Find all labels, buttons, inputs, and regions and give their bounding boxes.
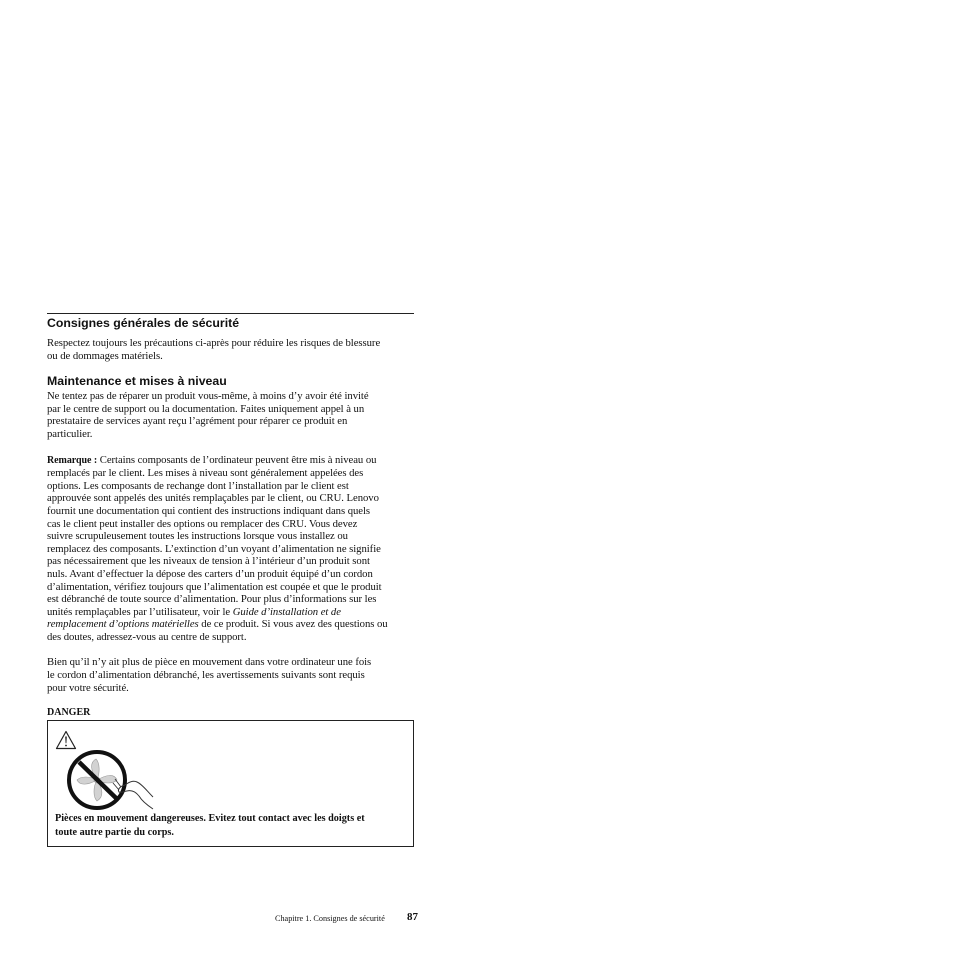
text-line: approuvée sont appelés des unités remplaçables par le client, ou CRU. Lenovo	[47, 492, 379, 505]
remark-paragraph	[47, 454, 414, 644]
text-line: Pièces en mouvement dangereuses. Evitez tout contact avec les doigts et	[55, 813, 365, 825]
text-line	[47, 618, 414, 631]
text-line: nuls. Avant d’effectuer la dépose des carters d’un produit équipé d’un cordon	[47, 567, 373, 580]
text-line: pas nécessairement que les niveaux de tension à l’intérieur d’un produit sont	[47, 555, 370, 568]
text-line: Bien qu’il n’y ait plus de pièce en mouvement dans votre ordinateur une fois	[47, 656, 372, 669]
moving-parts-paragraph	[47, 656, 414, 694]
section-heading-maintenance: Maintenance et mises à niveau	[47, 374, 227, 389]
text-line: prestataire de services ayant reçu l’agrément pour réparer ce produit en	[47, 415, 348, 428]
text-line: le cordon d’alimentation débranché, les avertissements suivants sont requis	[47, 669, 365, 682]
text-line: pour votre sécurité.	[47, 681, 129, 694]
general-safety-paragraph	[47, 337, 414, 362]
guide-title-italic: Guide d’installation et de	[232, 605, 341, 618]
text-fragment: unités remplaçables par l’utilisateur, voir le	[47, 605, 233, 618]
text-fragment: de ce produit. Si vous avez des questions ou	[198, 618, 388, 631]
remark-label: Remarque :	[47, 454, 98, 466]
text-line: est débranché de toute source d’alimentation. Pour plus d’informations sur les	[47, 593, 377, 606]
text-line: suivre scrupuleusement toutes les instructions lorsque vous installez ou	[47, 530, 348, 543]
text-line	[47, 454, 414, 468]
document-body	[47, 313, 414, 847]
text-line: options. Les composants de rechange dont l’installation par le client est	[47, 479, 349, 492]
text-line: ou de dommages matériels.	[47, 349, 163, 362]
guide-title-italic: remplacement d’options matérielles	[47, 618, 199, 631]
remark-text: Certains composants de l’ordinateur peuvent être mis à niveau ou	[97, 453, 377, 466]
text-line: toute autre partie du corps.	[55, 826, 174, 838]
section-divider	[47, 313, 414, 314]
text-line: Respectez toujours les précautions ci-après pour réduire les risques de blessure	[47, 337, 381, 349]
danger-notice-box	[47, 720, 414, 847]
text-line: remplacez des composants. L’extinction d’un voyant d’alimentation ne signifie	[47, 542, 381, 555]
text-line: remplacés par le client. Les mises à niveau sont généralement appelées des	[47, 467, 364, 480]
text-line: d’alimentation, vérifiez toujours que l’alimentation est coupée et que le produit	[47, 580, 382, 593]
text-line	[47, 606, 414, 619]
section-heading-general-safety: Consignes générales de sécurité	[47, 316, 240, 330]
text-line: fournit une documentation qui contient des instructions indiquant dans quels	[47, 504, 371, 517]
maintenance-paragraph	[47, 390, 414, 440]
text-line: des doutes, adressez-vous au centre de support.	[47, 630, 247, 643]
text-line: Ne tentez pas de réparer un produit vous-même, à moins d’y avoir été invité	[47, 390, 369, 403]
danger-label: DANGER	[47, 707, 91, 719]
footer-page-number: 87	[407, 911, 418, 923]
text-line: par le centre de support ou la documentation. Faites uniquement appel à un	[47, 402, 365, 415]
footer-chapter-title: Chapitre 1. Consignes de sécurité	[275, 914, 385, 923]
warning-triangle-icon	[55, 730, 77, 750]
text-line: cas le client peut installer des options ou remplacer des CRU. Vous devez	[47, 517, 358, 530]
text-line: particulier.	[47, 427, 93, 440]
no-fingers-fan-icon	[67, 749, 155, 811]
danger-text	[55, 812, 405, 839]
